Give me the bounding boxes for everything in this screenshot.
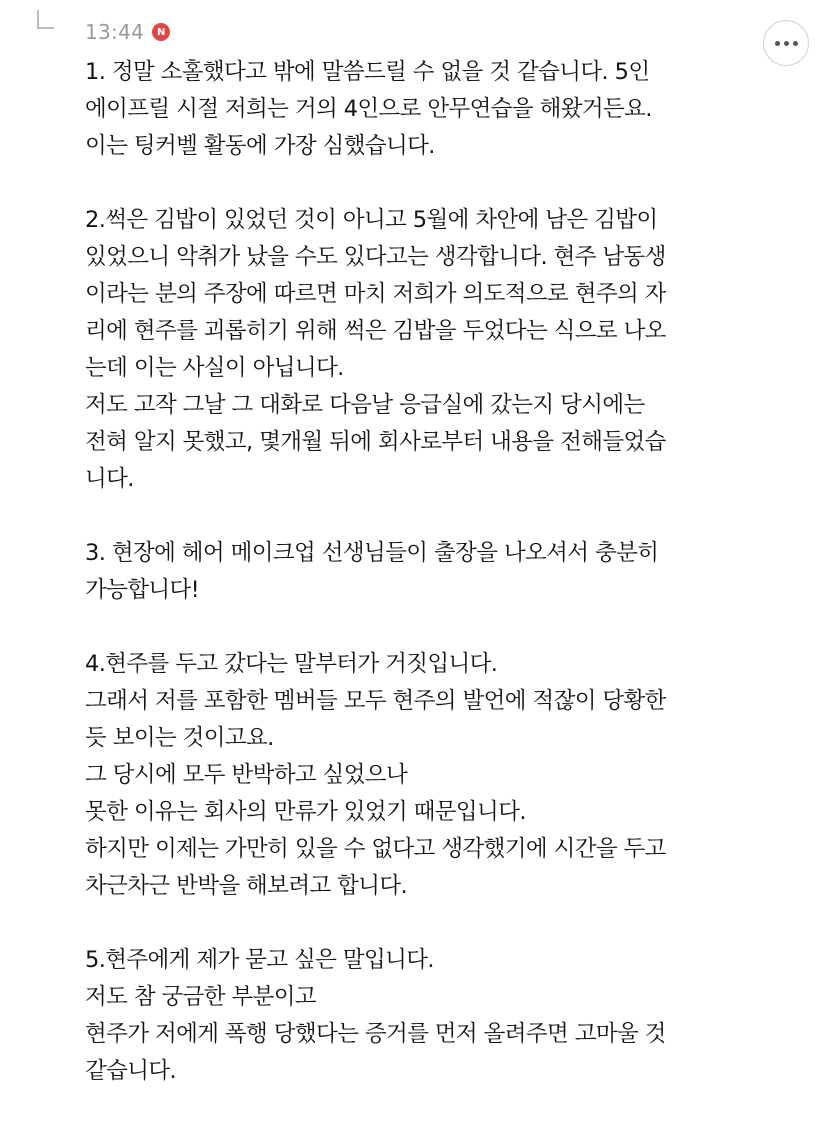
text-line: 5.현주에게 제가 묻고 싶은 말입니다. bbox=[85, 947, 434, 973]
post-body bbox=[85, 54, 765, 1127]
text-line: 그 당시에 모두 반박하고 싶었으나 bbox=[85, 762, 408, 788]
text-line: 3. 현장에 헤어 메이크업 선생님들이 출장을 나오셔서 충분히 bbox=[85, 540, 659, 566]
more-dot-icon bbox=[784, 41, 789, 46]
more-dot-icon bbox=[775, 41, 780, 46]
text-line: 는데 이는 사실이 아닙니다. bbox=[85, 355, 344, 381]
text-line: 있었으니 악취가 났을 수도 있다고는 생각합니다. 현주 남동생 bbox=[85, 244, 666, 270]
text-line: 저도 고작 그날 그 대화로 다음날 응급실에 갔는지 당시에는 bbox=[85, 392, 645, 418]
text-line: 같습니다. bbox=[85, 1058, 177, 1084]
paragraph-3 bbox=[85, 535, 765, 609]
new-badge: N bbox=[152, 23, 170, 41]
text-line: 그래서 저를 포함한 멤버들 모두 현주의 발언에 적잖이 당황한 bbox=[85, 688, 666, 714]
text-line: 전혀 알지 못했고, 몇개월 뒤에 회사로부터 내용을 전해들었습 bbox=[85, 429, 666, 455]
paragraph-1 bbox=[85, 54, 765, 165]
text-line: 가능합니다! bbox=[85, 577, 200, 603]
text-line: 현주가 저에게 폭행 당했다는 증거를 먼저 올려주면 고마울 것 bbox=[85, 1021, 666, 1047]
text-line: 2.썩은 김밥이 있었던 것이 아니고 5월에 차안에 남은 김밥이 bbox=[85, 207, 658, 233]
text-line: 4.현주를 두고 갔다는 말부터가 거짓입니다. bbox=[85, 651, 498, 677]
text-line: 하지만 이제는 가만히 있을 수 없다고 생각했기에 시간을 두고 bbox=[85, 836, 666, 862]
paragraph-4 bbox=[85, 646, 765, 905]
text-line: 이는 팅커벨 활동에 가장 심했습니다. bbox=[85, 133, 435, 159]
text-line: 에이프릴 시절 저희는 거의 4인으로 안무연습을 해왔거든요. bbox=[85, 96, 652, 122]
text-line: 1. 정말 소홀했다고 밖에 말씀드릴 수 없을 것 같습니다. 5인 bbox=[85, 59, 650, 85]
post-meta bbox=[85, 18, 170, 46]
reply-indent-icon bbox=[37, 10, 54, 29]
post-time: 13:44 bbox=[85, 20, 145, 44]
text-line: 차근차근 반박을 해보려고 합니다. bbox=[85, 873, 408, 899]
more-options-button[interactable] bbox=[763, 20, 809, 66]
text-line: 리에 현주를 괴롭히기 위해 썩은 김밥을 두었다는 식으로 나오 bbox=[85, 318, 666, 344]
text-line: 듯 보이는 것이고요. bbox=[85, 725, 274, 751]
text-line: 못한 이유는 회사의 만류가 있었기 때문입니다. bbox=[85, 799, 526, 825]
text-line: 저도 참 궁금한 부분이고 bbox=[85, 984, 317, 1010]
text-line: 이라는 분의 주장에 따르면 마치 저희가 의도적으로 현주의 자 bbox=[85, 281, 666, 307]
paragraph-2 bbox=[85, 202, 765, 498]
paragraph-5 bbox=[85, 942, 765, 1090]
text-line: 니다. bbox=[85, 466, 134, 492]
more-dot-icon bbox=[793, 41, 798, 46]
